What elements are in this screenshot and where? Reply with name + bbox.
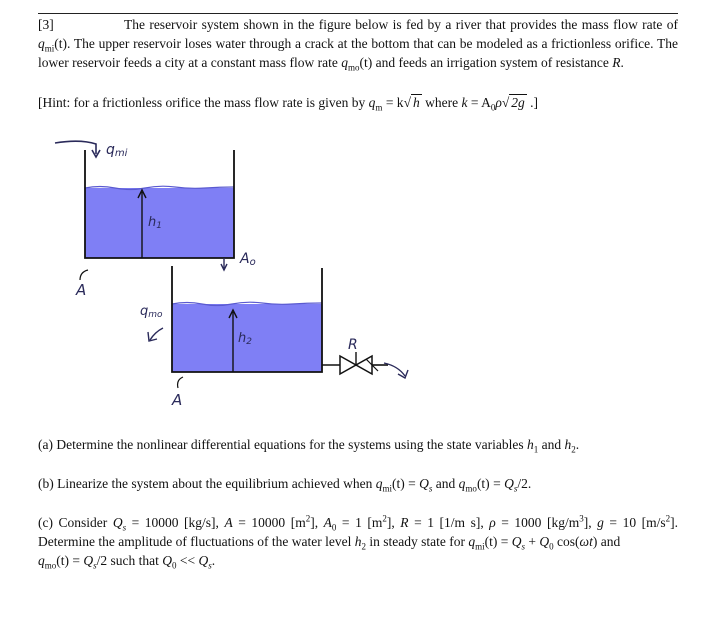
sub-m: m xyxy=(375,102,383,113)
outflow-label: qmo xyxy=(140,304,163,320)
value-text: in steady state for xyxy=(366,534,469,549)
sub-mo: mo xyxy=(44,560,57,571)
statement-text: . The upper reservoir loses water through a crack at the bottom that can be modeled as a frictionless orifice. The lower reservoir feeds a city at a constant mass flow rate xyxy=(38,36,678,70)
var-Q: Q xyxy=(504,476,514,491)
hint-text: [Hint: for a frictionless orifice the mass flow rate is given by xyxy=(38,95,369,110)
sub-0: 0 xyxy=(331,522,337,533)
sub-s: s xyxy=(93,560,97,571)
orifice-area-label: Ao xyxy=(240,251,256,268)
lower-area-leader xyxy=(178,377,183,388)
var-q: q xyxy=(38,553,45,568)
period: . xyxy=(575,437,580,452)
outflow-arrow xyxy=(150,328,163,340)
equals: = xyxy=(497,534,512,549)
value-text: = 10000 [kg/s], xyxy=(126,515,225,530)
var-R: R xyxy=(612,55,621,70)
h1-label: h1 xyxy=(148,215,162,231)
var-t: t xyxy=(589,534,593,549)
arg-t: (t) xyxy=(56,553,70,568)
part-b xyxy=(38,474,678,493)
valve-right xyxy=(356,356,372,374)
half: /2. xyxy=(517,476,532,491)
sub-0: 0 xyxy=(490,102,496,113)
value-text: ]. Determine the amplitude of fluctuations of the water level xyxy=(38,515,678,549)
value-text: = 10000 [m xyxy=(232,515,306,530)
reservoir-figure xyxy=(0,130,716,410)
sub-2: 2 xyxy=(361,541,367,552)
arg-t: (t) xyxy=(392,476,405,491)
var-q: q xyxy=(341,55,349,70)
close-text: ) and xyxy=(592,534,621,549)
arg-t: (t) xyxy=(476,476,490,491)
var-A: A xyxy=(224,515,233,530)
var-q: q xyxy=(468,534,476,549)
hint-eq2: = A xyxy=(467,95,491,110)
much-less: << xyxy=(176,553,199,568)
hint-suffix: .] xyxy=(526,95,538,110)
sub-s: s xyxy=(521,541,526,552)
valve-left xyxy=(340,356,356,374)
h2-label: h2 xyxy=(238,331,252,347)
top-rule xyxy=(38,13,678,14)
var-h: h xyxy=(526,437,534,452)
sup-2: 2 xyxy=(665,513,671,524)
problem-number: [3] xyxy=(38,17,54,32)
value-text: = 1000 [kg/m xyxy=(495,515,580,530)
sub-s: s xyxy=(513,483,518,494)
var-omega: ω xyxy=(579,534,590,549)
var-g: g xyxy=(597,515,604,530)
var-Q: Q xyxy=(112,515,123,530)
equals: = xyxy=(489,476,505,491)
equals: = xyxy=(69,553,84,568)
arg-t: (t) xyxy=(484,534,498,549)
value-text: ], xyxy=(583,515,598,530)
sup-2: 2 xyxy=(382,513,387,524)
sub-mo: mo xyxy=(465,483,477,494)
sub-s: s xyxy=(122,522,127,533)
cos-text: cos( xyxy=(553,534,580,549)
var-k: k xyxy=(461,95,468,110)
part-a-text: (a) Determine the nonlinear differential equations for the systems using the state variables xyxy=(38,437,527,452)
inflow-label: qmi xyxy=(106,142,128,159)
hint-line: [Hint: for a frictionless orifice the mass flow rate is given by $q_m = k√$ h where $k = A_0\rho√$ 2g .] xyxy=(38,95,538,113)
var-Q: Q xyxy=(162,553,173,568)
var-q: q xyxy=(458,476,466,491)
var-rho: ρ xyxy=(489,515,496,530)
var-h: h xyxy=(354,534,362,549)
var-h: h xyxy=(564,437,572,452)
hint-where: where xyxy=(421,95,462,110)
sub-2: 2 xyxy=(571,444,576,455)
upper-area-label: A xyxy=(76,281,87,299)
var-rho: ρ xyxy=(495,95,502,110)
var-Q: Q xyxy=(83,553,94,568)
var-q: q xyxy=(375,476,383,491)
var-Q: Q xyxy=(539,534,550,549)
arg-t: (t) xyxy=(359,55,373,70)
sub-s: s xyxy=(428,483,433,494)
part-a xyxy=(38,435,678,454)
value-text: ], xyxy=(386,515,401,530)
plus: + xyxy=(525,534,540,549)
sub-mi: mi xyxy=(475,541,485,552)
var-Q: Q xyxy=(511,534,522,549)
sub-mi: mi xyxy=(382,483,393,494)
arg-t: (t) xyxy=(54,36,68,51)
var-Q: Q xyxy=(198,553,209,568)
sub-0: 0 xyxy=(172,560,177,571)
equals: = xyxy=(404,476,420,491)
half-text: /2 such that xyxy=(96,553,163,568)
var-q: q xyxy=(38,36,45,51)
sub-s: s xyxy=(208,560,212,571)
period: . xyxy=(620,55,624,70)
part-b-text: (b) Linearize the system about the equilibrium achieved when xyxy=(38,476,376,491)
statement-text: The reservoir system shown in the figure below is fed by a river that provides the mass flow rate of xyxy=(124,17,678,32)
and-text: and xyxy=(538,437,565,452)
statement-text: and feeds an irrigation system of resistance xyxy=(372,55,613,70)
var-2g: 2g xyxy=(511,95,525,110)
upper-area-leader xyxy=(80,270,88,280)
var-Q: Q xyxy=(419,476,429,491)
period: . xyxy=(211,553,216,568)
value-text: = 10 [m/s xyxy=(603,515,666,530)
var-h: h xyxy=(412,95,420,110)
sub-mi: mi xyxy=(44,43,55,54)
sub-1: 1 xyxy=(533,444,539,455)
sub-0: 0 xyxy=(549,541,554,552)
lower-area-label: A xyxy=(172,391,183,409)
sub-mo: mo xyxy=(348,62,360,73)
var-A0: A xyxy=(323,515,332,530)
hint-eq: = k xyxy=(382,95,404,110)
value-text: = 1 [1/m s], xyxy=(408,515,490,530)
sup-2: 2 xyxy=(305,513,311,524)
part-c-text: (c) Consider xyxy=(38,515,113,530)
var-q: q xyxy=(368,95,376,110)
resistance-label: R xyxy=(348,337,358,353)
var-R: R xyxy=(400,515,409,530)
inflow-arrow xyxy=(55,141,96,154)
part-c xyxy=(38,513,678,570)
problem-statement xyxy=(38,15,678,72)
sup-3: 3 xyxy=(579,513,584,524)
value-text: ], xyxy=(310,515,324,530)
and-text: and xyxy=(432,476,459,491)
value-text: = 1 [m xyxy=(336,515,383,530)
